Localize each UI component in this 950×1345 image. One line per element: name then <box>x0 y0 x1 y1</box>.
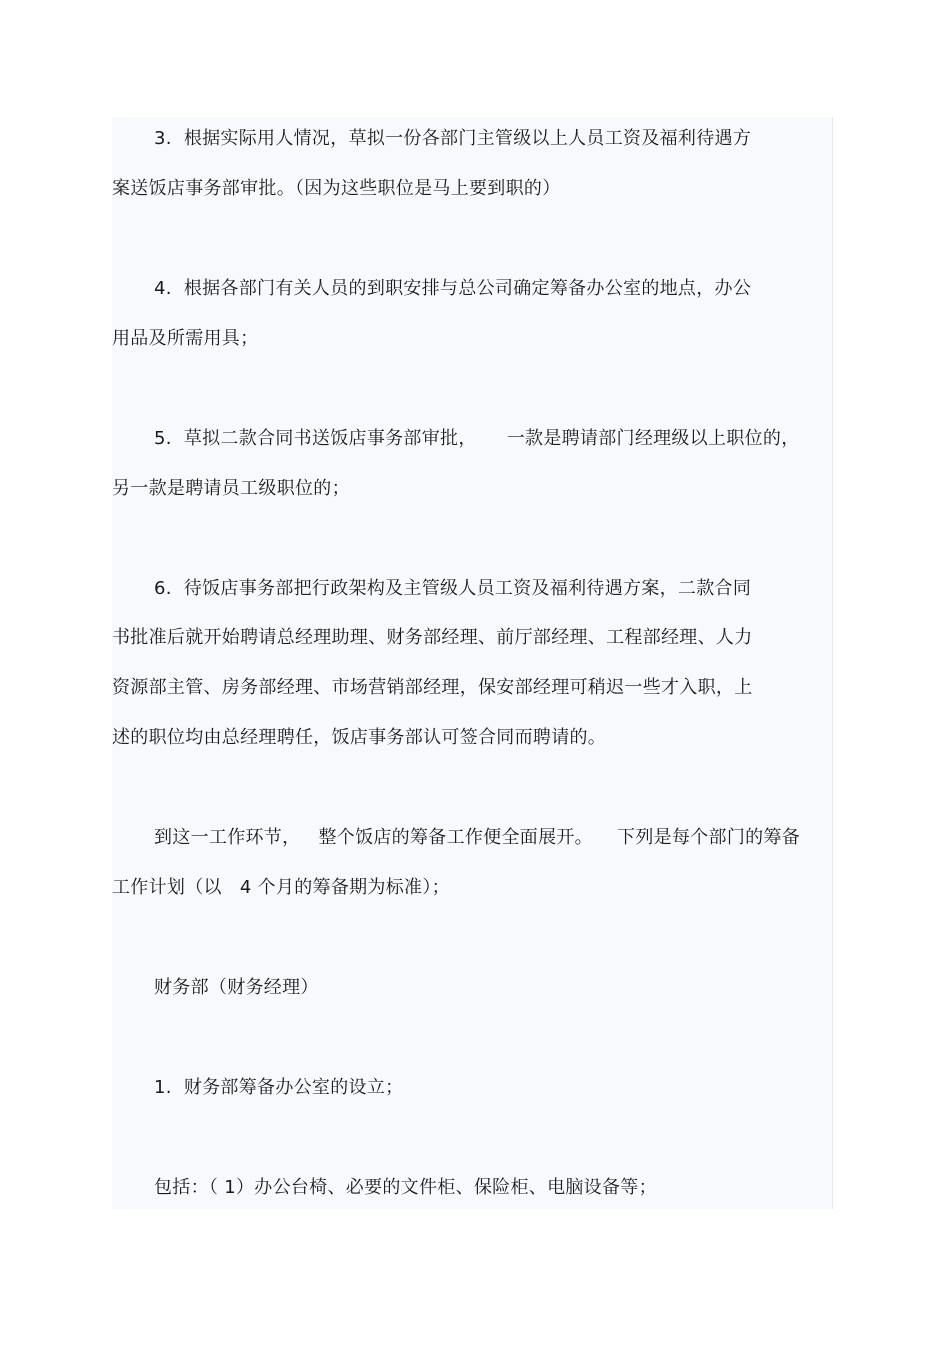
paragraph-6-line-1: 6. 待饭店事务部把行政架构及主管级人员工资及福利待遇方案，二款合同 <box>154 578 752 599</box>
paragraph-3-line-2: 案送饭店事务部审批。（因为这些职位是马上要到职的） <box>112 178 561 199</box>
section-heading-finance: 财务部（财务经理） <box>154 977 319 998</box>
paragraph-3-line-1: 3. 根据实际用人情况，草拟一份各部门主管级以上人员工资及福利待遇方 <box>154 128 752 149</box>
paragraph-4-line-1: 4. 根据各部门有关人员的到职安排与总公司确定筹备办公室的地点，办公 <box>154 278 752 299</box>
paragraph-6-line-4: 述的职位均由总经理聘任，饭店事务部认可签合同而聘请的。 <box>112 727 607 748</box>
intro-paragraph-line-1: 到这一工作环节， 整个饭店的筹备工作便全面展开。 下列是每个部门的筹备 <box>154 827 801 848</box>
paragraph-6-line-3: 资源部主管、房务部经理、市场营销部经理，保安部经理可稍迟一些才入职，上 <box>112 677 753 698</box>
finance-item-1-detail: 包括：（ 1）办公台椅、必要的文件柜、保险柜、电脑设备等； <box>154 1177 657 1198</box>
intro-paragraph-line-2: 工作计划（以 4 个月的筹备期为标准）； <box>112 877 450 898</box>
paragraph-6-line-2: 书批准后就开始聘请总经理助理、财务部经理、前厅部经理、工程部经理、人力 <box>112 627 753 648</box>
paragraph-5-line-1: 5. 草拟二款合同书送饭店事务部审批， 一款是聘请部门经理级以上职位的， <box>154 428 800 449</box>
paragraph-4-line-2: 用品及所需用具； <box>112 328 259 349</box>
finance-item-1: 1. 财务部筹备办公室的设立； <box>154 1077 404 1098</box>
paragraph-5-line-2: 另一款是聘请员工级职位的； <box>112 478 350 499</box>
